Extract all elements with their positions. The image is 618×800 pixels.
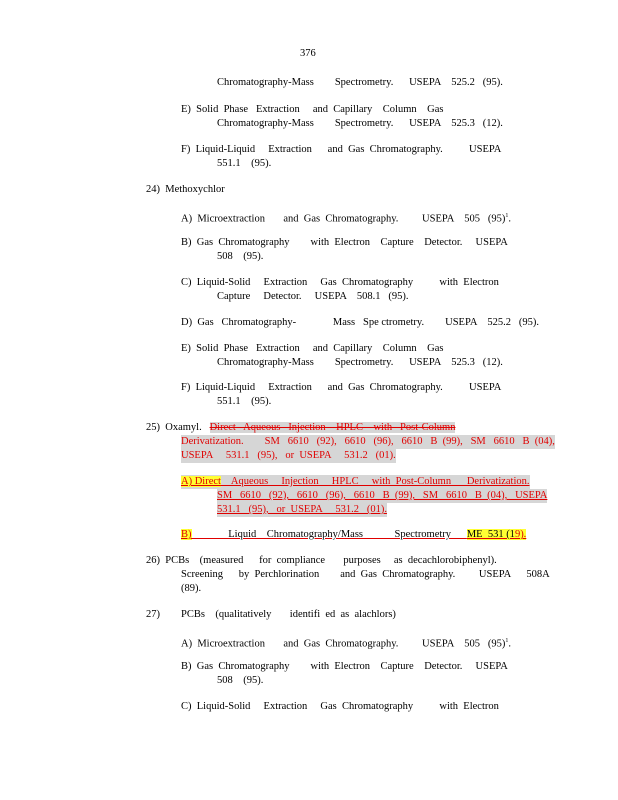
method-line: 508 (95). bbox=[217, 675, 264, 686]
contaminant-heading: 27) PCBs (qualitatively identifi ed as alachlors) bbox=[146, 609, 396, 620]
footnote-mark: 1 bbox=[505, 213, 509, 219]
method-line: 508 (95). bbox=[217, 251, 264, 262]
method-line: Chromatography-Mass Spectrometry. USEPA 525.3 (12). bbox=[217, 357, 503, 368]
contaminant-heading: 25) Oxamyl. Direct Aqueous Injection HPLC with Post-Column bbox=[146, 422, 456, 433]
method-item: A) Microextraction and Gas Chromatography. USEPA 505 $(95)^1$. bbox=[181, 638, 512, 650]
method-line: 551.1 (95). bbox=[217, 396, 272, 407]
method-item: F) Liquid-Liquid Extraction and Gas Chromatography. USEPA bbox=[181, 382, 502, 393]
method-item: C) Liquid-Solid Extraction Gas Chromatography with Electron bbox=[181, 277, 499, 288]
method-line: Chromatography-Mass Spectrometry. USEPA 525.3 (12). bbox=[217, 118, 503, 129]
method-line: Capture Detector. USEPA 508.1 (95). bbox=[217, 291, 409, 302]
inserted-text: 531.1 (95), or USEPA 531.2 (01). bbox=[217, 504, 387, 515]
method-line: Chromatography-Mass Spectrometry. USEPA 525.2 (95). bbox=[217, 77, 503, 88]
method-item: F) Liquid-Liquid Extraction and Gas Chromatography. USEPA bbox=[181, 144, 502, 155]
method-line: 551.1 (95). bbox=[217, 158, 272, 169]
inserted-text: SM 6610 (92), 6610 (96), 6610 B (99), SM 6610 B (04), USEPA bbox=[217, 490, 548, 501]
deleted-text: USEPA 531.1 (95), or USEPA 531.2 (01). bbox=[181, 450, 396, 461]
contaminant-heading: 26) PCBs (measured for compliance purposes as decachlorobiphenyl). bbox=[146, 555, 497, 566]
method-item: E) Solid Phase Extraction and Capillary Column Gas bbox=[181, 104, 444, 115]
deleted-text: Direct Aqueous Injection HPLC with Post-Column bbox=[209, 422, 456, 433]
method-item: B) Gas Chromatography with Electron Capture Detector. USEPA bbox=[181, 661, 508, 672]
page-number: 376 bbox=[300, 48, 316, 59]
method-item: C) Liquid-Solid Extraction Gas Chromatography with Electron bbox=[181, 701, 499, 712]
deleted-text: Derivatization. SM 6610 (92), 6610 (96), 6610 B (99), SM 6610 B (04), bbox=[181, 436, 555, 447]
method-line: Screening by Perchlorination and Gas Chromatography. USEPA 508A bbox=[181, 569, 550, 580]
method-item: D) Gas Chromatography- Mass Spe ctrometry. USEPA 525.2 (95). bbox=[181, 317, 539, 328]
method-item: B) Gas Chromatography with Electron Capture Detector. USEPA bbox=[181, 237, 508, 248]
method-item: E) Solid Phase Extraction and Capillary Column Gas bbox=[181, 343, 444, 354]
contaminant-heading: 24) Methoxychlor bbox=[146, 184, 225, 195]
method-item: A) Microextraction and Gas Chromatography. USEPA 505 $(95)^1$. bbox=[181, 213, 512, 225]
inserted-text: B) Liquid Chromatography/Mass Spectrometry ME 531 (19). bbox=[181, 529, 527, 540]
footnote-mark: 1 bbox=[505, 638, 509, 644]
method-line: (89). bbox=[181, 583, 202, 594]
inserted-text: A) Direct Aqueous Injection HPLC with Post-Column Derivatization. bbox=[181, 476, 530, 487]
